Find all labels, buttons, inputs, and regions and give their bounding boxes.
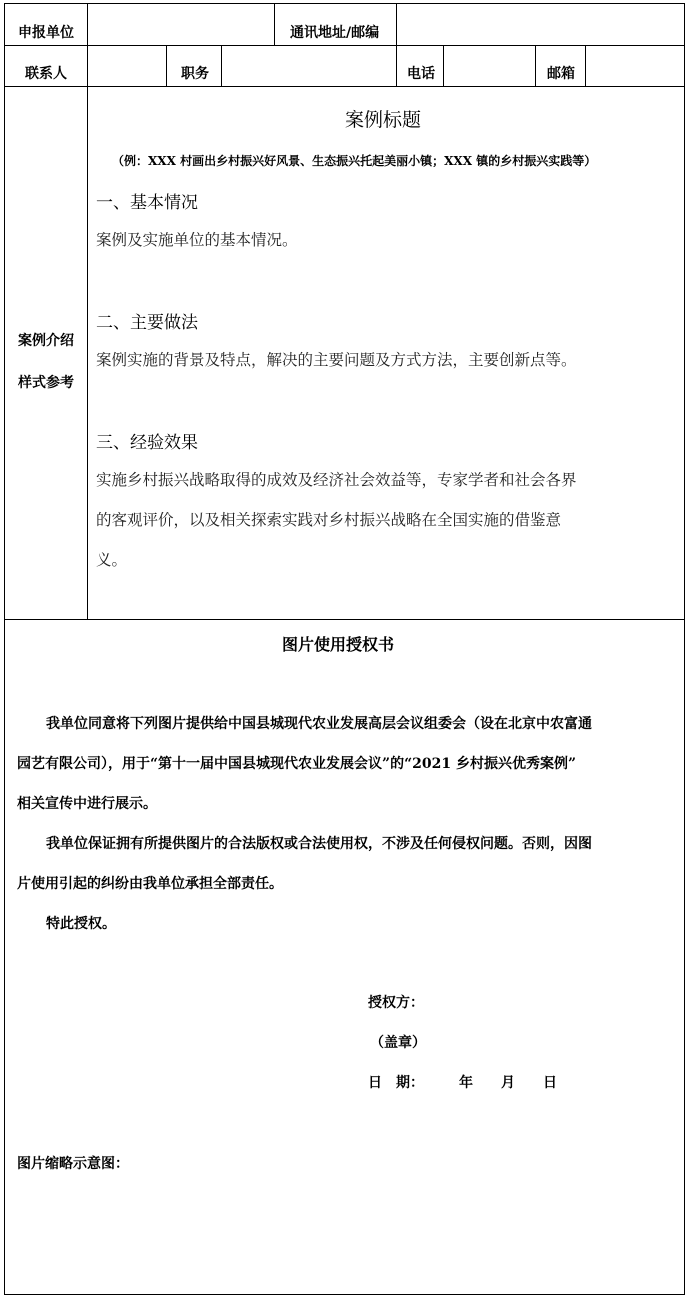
email-field[interactable] bbox=[588, 47, 682, 84]
auth-para2-line1: 我单位保证拥有所提供图片的合法版权或合法使用权，不涉及任何侵权问题。否则，因图 bbox=[46, 836, 592, 852]
col-divider-label bbox=[87, 3, 88, 619]
phone-field[interactable] bbox=[446, 47, 533, 84]
col-divider-position bbox=[166, 45, 167, 86]
unit-label: 申报单位 bbox=[18, 25, 74, 41]
contact-field[interactable] bbox=[90, 47, 164, 84]
email-label: 邮箱 bbox=[547, 66, 575, 82]
thumbnail-area[interactable] bbox=[17, 1190, 677, 1290]
seal-label: （盖章） bbox=[370, 1035, 426, 1051]
section-3-heading: 三、经验效果 bbox=[96, 433, 198, 453]
address-field[interactable] bbox=[399, 5, 681, 43]
case-section-bottom-rule bbox=[4, 619, 685, 620]
col-divider-address bbox=[274, 3, 275, 45]
col-divider-email-value bbox=[585, 45, 586, 86]
section-2-heading: 二、主要做法 bbox=[96, 313, 198, 333]
section-3-line-2: 的客观评价，以及相关探索实践对乡村振兴战略在全国实施的借鉴意 bbox=[96, 511, 562, 529]
col-divider-address-value bbox=[396, 3, 397, 45]
section-2-line-1: 案例实施的背景及特点，解决的主要问题及方式方法，主要创新点等。 bbox=[96, 351, 577, 369]
col-divider-phone-value bbox=[443, 45, 444, 86]
auth-para3: 特此授权。 bbox=[46, 916, 116, 932]
section-3-line-1: 实施乡村振兴战略取得的成效及经济社会效益等，专家学者和社会各界 bbox=[96, 471, 577, 489]
row2-bottom-rule bbox=[4, 86, 685, 87]
auth-para1-line2: 园艺有限公司），用于“第十一届中国县城现代农业发展会议”的“2021 乡村振兴优秀案例” bbox=[17, 756, 577, 772]
date-label: 日 期： 年 月 日 bbox=[368, 1075, 557, 1091]
phone-label: 电话 bbox=[407, 66, 435, 82]
case-title: 案例标题 bbox=[345, 109, 422, 131]
section-3-line-3: 义。 bbox=[96, 551, 128, 569]
auth-para1-line3: 相关宣传中进行展示。 bbox=[17, 796, 157, 812]
unit-field[interactable] bbox=[90, 5, 272, 43]
row1-bottom-rule bbox=[4, 45, 685, 46]
auth-para1-line1: 我单位同意将下列图片提供给中国县城现代农业发展高层会议组委会（设在北京中农富通 bbox=[46, 716, 592, 732]
col-divider-phone bbox=[396, 45, 397, 86]
address-label: 通讯地址/邮编 bbox=[290, 25, 380, 41]
col-divider-email bbox=[535, 45, 536, 86]
position-field[interactable] bbox=[224, 47, 394, 84]
section-1-heading: 一、基本情况 bbox=[96, 193, 198, 213]
section-1-line-1: 案例及实施单位的基本情况。 bbox=[96, 231, 298, 249]
auth-para2-line2: 片使用引起的纠纷由我单位承担全部责任。 bbox=[17, 876, 283, 892]
thumbnail-label: 图片缩略示意图： bbox=[17, 1156, 129, 1172]
contact-label: 联系人 bbox=[25, 66, 67, 82]
case-title-example: （例：XXX 村画出乡村振兴好风景、生态振兴托起美丽小镇；XXX 镇的乡村振兴实践等） bbox=[112, 154, 597, 168]
position-label: 职务 bbox=[181, 66, 209, 82]
case-intro-side-label-line2: 样式参考 bbox=[18, 375, 74, 391]
case-intro-side-label-line1: 案例介绍 bbox=[18, 333, 74, 349]
grantor-label: 授权方： bbox=[368, 995, 424, 1011]
col-divider-position-value bbox=[221, 45, 222, 86]
authorization-title: 图片使用授权书 bbox=[282, 635, 395, 654]
